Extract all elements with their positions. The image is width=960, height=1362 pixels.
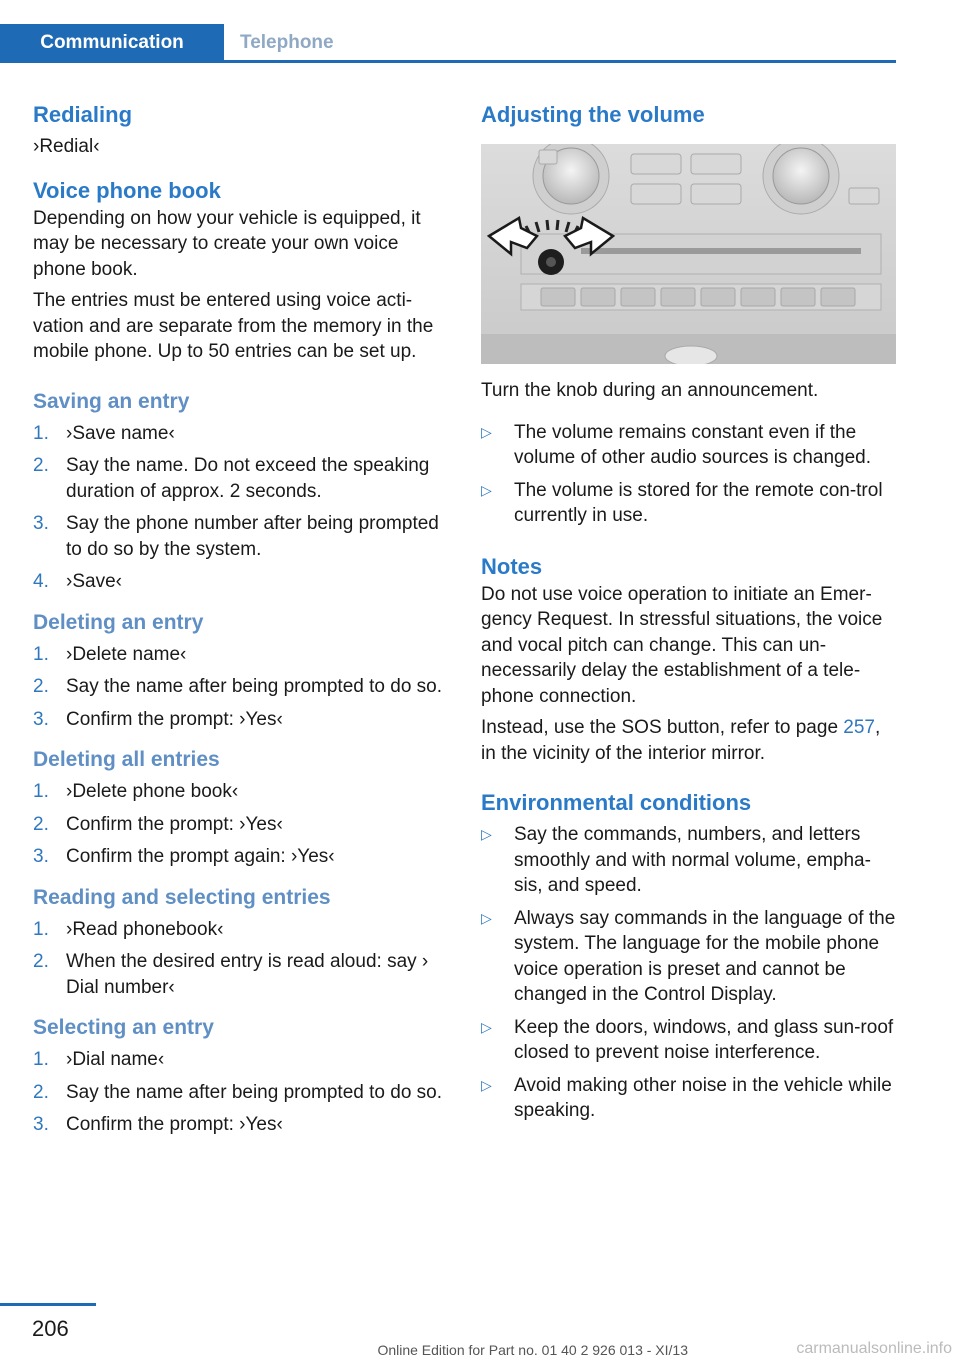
list-item (33, 1112, 449, 1138)
list-number: 1. (33, 1049, 49, 1070)
header-rule (0, 60, 896, 63)
heading-environmental-conditions: Environmental conditions (481, 790, 752, 815)
list-text: Say the commands, numbers, and letters smoothly and with normal volume, empha-sis, and speed. (514, 824, 871, 896)
list-item (481, 906, 897, 1008)
list-number: 2. (33, 1081, 49, 1103)
heading-saving-entry: Saving an entry (33, 389, 190, 413)
page-header (0, 0, 960, 64)
list-text: ›Dial name‹ (66, 1049, 165, 1070)
list-text: Avoid making other noise in the vehicle while speaking. (514, 1074, 892, 1121)
triangle-right-icon: ▷ (481, 423, 492, 440)
radio-knob-photo (481, 144, 896, 364)
list-text: Keep the doors, windows, and glass sun-roof closed to prevent noise interference. (514, 1016, 894, 1063)
list-number: 1. (33, 422, 49, 444)
list-number: 4. (33, 571, 49, 592)
heading-deleting-all: Deleting all entries (33, 748, 220, 771)
list-number: 1. (33, 918, 49, 940)
list-number: 3. (33, 846, 49, 867)
list-item (33, 844, 449, 870)
voice-book-paragraph-2: The entries must be entered using voice acti-vation and are separate from the memory in the mobile phone. Up to 50 entries can be set up. (33, 290, 434, 362)
list-item (33, 779, 449, 805)
triangle-right-icon: ▷ (481, 1076, 492, 1093)
list-text: ›Save name‹ (66, 422, 175, 444)
list-number: 2. (33, 455, 49, 476)
tab-telephone[interactable]: Telephone (240, 32, 334, 53)
triangle-right-icon: ▷ (481, 481, 492, 498)
list-text: Always say commands in the language of the system. The language for the mobile phone voice operation is preset and cannot be changed in the Control Display. (514, 907, 896, 1005)
list-text: Confirm the prompt: ›Yes‹ (66, 1114, 283, 1135)
heading-notes: Notes (481, 553, 543, 579)
list-number: 3. (33, 1114, 49, 1135)
tab-communication[interactable]: Communication (0, 24, 224, 62)
list-item (33, 949, 449, 1000)
volume-bullets (481, 420, 897, 529)
redial-command: ›Redial‹ (33, 136, 100, 157)
list-number: 1. (33, 643, 49, 665)
list-text: ›Read phonebook‹ (66, 918, 224, 940)
watermark: carmanualsonline.info (796, 1340, 952, 1357)
list-item (33, 642, 449, 668)
volume-instruction: Turn the knob during an announcement. (481, 380, 819, 401)
list-item (33, 1047, 449, 1073)
deleting-list (33, 642, 449, 733)
list-item (33, 1080, 449, 1106)
right-column (481, 100, 897, 1131)
list-item (33, 421, 449, 447)
list-number: 1. (33, 781, 49, 802)
heading-redialing: Redialing (33, 102, 133, 127)
list-text: The volume is stored for the remote con-trol currently in use. (514, 479, 883, 526)
list-text: The volume remains constant even if the volume of other audio sources is changed. (514, 421, 871, 468)
triangle-right-icon: ▷ (481, 826, 492, 842)
list-number: 2. (33, 951, 49, 972)
list-item (33, 453, 449, 504)
saving-list (33, 421, 449, 595)
list-number: 2. (33, 676, 49, 697)
list-item (33, 707, 449, 733)
triangle-right-icon: ▷ (481, 1018, 492, 1035)
list-number: 3. (33, 513, 49, 534)
list-item (481, 478, 897, 529)
notes-paragraph-1: Do not use voice operation to initiate an Emer-gency Request. In stressful situations, the voice and vocal pitch can change. This can un-necessarily delay the establishment of a tele-phone connection. (481, 583, 883, 707)
deleting-all-list (33, 779, 449, 870)
notes-text-a: Instead, use the SOS button, refer to page (481, 717, 844, 738)
heading-selecting-entry: Selecting an entry (33, 1016, 214, 1039)
list-text: ›Delete name‹ (66, 643, 187, 665)
list-text: Say the name. Do not exceed the speaking duration of approx. 2 seconds. (66, 455, 430, 502)
list-text: Say the phone number after being prompted to do so by the system. (66, 513, 439, 560)
heading-voice-phone-book: Voice phone book (33, 177, 221, 203)
list-text: When the desired entry is read aloud: say › Dial number‹ (66, 951, 429, 998)
footer-rule (0, 1303, 96, 1306)
list-number: 2. (33, 813, 49, 835)
voice-book-paragraph-1: Depending on how your vehicle is equipped, it may be necessary to create your own voice phone book. (33, 207, 421, 280)
list-text: Confirm the prompt: ›Yes‹ (66, 813, 283, 835)
triangle-right-icon: ▷ (481, 909, 492, 926)
page-link[interactable]: 257 (843, 717, 875, 738)
list-text: ›Delete phone book‹ (66, 781, 239, 802)
list-text: Say the name after being prompted to do so. (66, 676, 443, 697)
list-item (481, 1073, 897, 1124)
list-text: ›Save‹ (66, 571, 122, 592)
list-item (33, 917, 449, 943)
heading-adjusting-volume: Adjusting the volume (481, 102, 705, 127)
reading-list (33, 917, 449, 1001)
list-text: Confirm the prompt again: ›Yes‹ (66, 846, 335, 867)
left-column (33, 100, 449, 1145)
radio-panel-illustration (481, 144, 896, 364)
page-number: 206 (32, 1316, 69, 1341)
list-item (481, 822, 897, 899)
list-item (33, 812, 449, 838)
notes-text-b: , in the vicinity of the interior mirror. (481, 717, 881, 764)
heading-deleting-entry: Deleting an entry (33, 610, 204, 634)
list-item (33, 674, 449, 700)
notes-paragraph-2 (481, 715, 897, 766)
selecting-list (33, 1047, 449, 1138)
list-item (33, 511, 449, 562)
list-item (481, 1015, 897, 1066)
list-number: 3. (33, 708, 49, 730)
list-item (481, 420, 897, 471)
list-text: Confirm the prompt: ›Yes‹ (66, 708, 283, 730)
heading-reading-selecting: Reading and selecting entries (33, 885, 331, 909)
edition-line: Online Edition for Part no. 01 40 2 926 013 - XI/13 (377, 1342, 688, 1358)
list-text: Say the name after being prompted to do so. (66, 1081, 443, 1103)
environment-bullets (481, 822, 897, 1124)
list-item (33, 569, 449, 595)
